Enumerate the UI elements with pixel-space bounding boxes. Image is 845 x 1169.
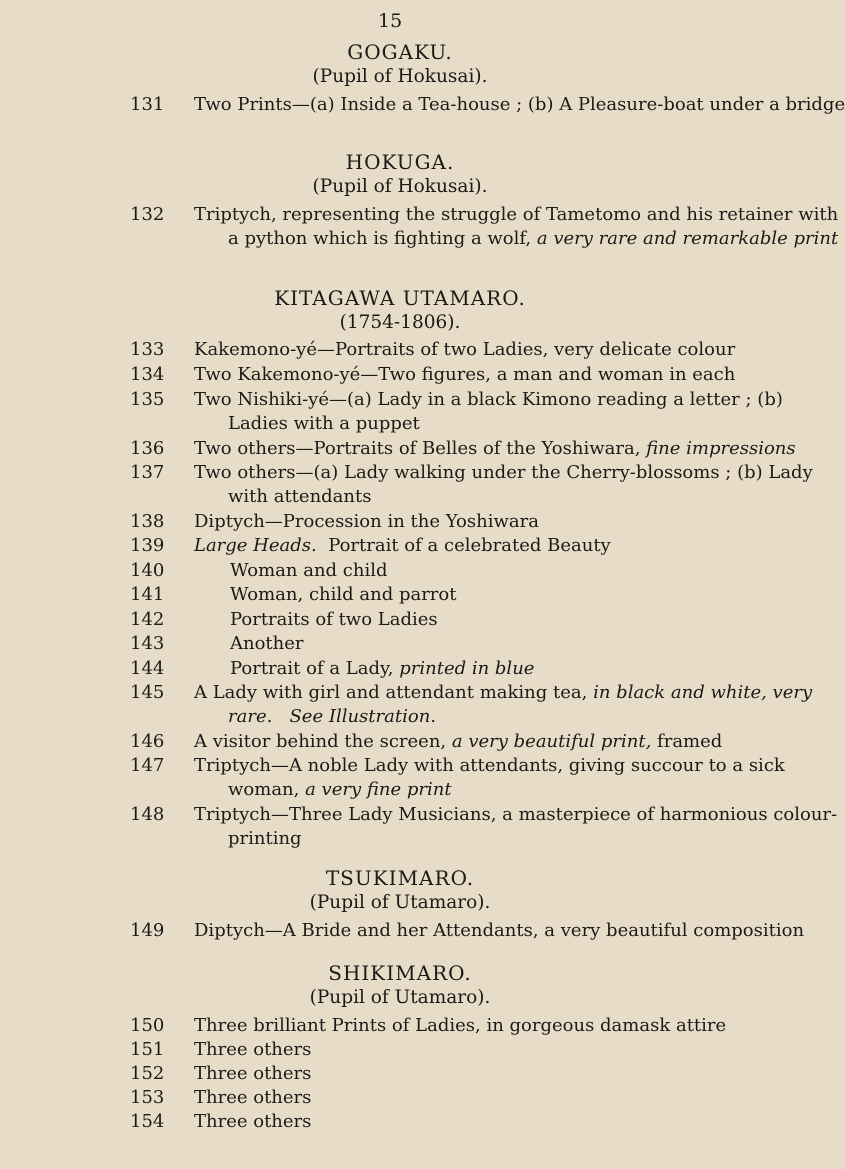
lot-continuation (0, 486, 800, 512)
lot-row (0, 1015, 800, 1041)
lot-cont-text: with attendants (228, 486, 372, 507)
lot-tail: framed (657, 731, 723, 752)
lot-text: Portraits of two Ladies (230, 609, 438, 630)
lot-number: 140 (130, 560, 165, 581)
lot-italic: fine impressions (646, 438, 796, 459)
lot-row (0, 339, 800, 365)
section-sub-utamaro: (1754-1806). (339, 312, 461, 333)
lot-number: 136 (130, 438, 165, 459)
lot-italic-lead: Large Heads. (194, 535, 317, 556)
lot-text: Portrait of a Lady, (230, 658, 394, 679)
lot-row (0, 682, 813, 708)
lot-row (0, 755, 800, 781)
lot-number: 143 (130, 633, 165, 654)
lot-number: 152 (130, 1063, 165, 1084)
lot-cont-italic: rare. See Illustration. (228, 706, 437, 727)
section-heading-gogaku: GOGAKU. (347, 40, 453, 64)
lot-row (0, 462, 813, 488)
lot-italic: in black and white, very (593, 682, 813, 703)
section-sub-tsukimaro: (Pupil of Utamaro). (309, 892, 491, 913)
lot-row (0, 535, 800, 561)
lot-row (0, 584, 800, 610)
lot-text: Portrait of a celebrated Beauty (328, 535, 611, 556)
lot-number: 144 (130, 658, 165, 679)
lot-row (0, 511, 800, 537)
lot-row (0, 920, 805, 946)
section-heading-hokuga: HOKUGA. (345, 150, 455, 174)
lot-text: Three brilliant Prints of Ladies, in gorgeous damask attire (194, 1015, 727, 1036)
lot-number: 142 (130, 609, 165, 630)
lot-number: 138 (130, 511, 165, 532)
lot-number: 132 (130, 204, 165, 225)
lot-cont (228, 228, 838, 249)
lot-continuation (0, 228, 839, 254)
section-sub-shikimaro: (Pupil of Utamaro). (309, 987, 491, 1008)
lot-text: Two Nishiki-yé—(a) Lady in a black Kimono reading a letter ; (b) (194, 389, 783, 410)
lot-row (0, 1039, 800, 1065)
lot-row (0, 389, 800, 415)
lot-continuation (0, 413, 800, 439)
lot-number: 137 (130, 462, 165, 483)
section-sub-hokuga: (Pupil of Hokusai). (312, 176, 488, 197)
lot-text: Two others—(a) Lady walking under the Cherry-blossoms ; (b) Lady (194, 462, 813, 483)
lot-cont-text: a python which is fighting a wolf, (228, 228, 532, 249)
lot-text: Woman and child (230, 560, 388, 581)
lot-text: Diptych—Procession in the Yoshiwara (194, 511, 539, 532)
lot-number: 150 (130, 1015, 165, 1036)
lot-number: 146 (130, 731, 165, 752)
lot-cont-text: printing (228, 828, 302, 849)
lot-text: Three others (194, 1063, 312, 1084)
lot-number: 134 (130, 364, 165, 385)
lot-number: 135 (130, 389, 165, 410)
lot-number: 131 (130, 94, 165, 115)
section-sub-gogaku: (Pupil of Hokusai). (312, 66, 488, 87)
lot-italic: a very beautiful print, (451, 731, 652, 752)
lot-text: A visitor behind the screen, (194, 731, 447, 752)
lot-row (0, 94, 845, 120)
lot-text: Woman, child and parrot (230, 584, 457, 605)
lot-number: 151 (130, 1039, 165, 1060)
lot-number: 145 (130, 682, 165, 703)
lot-italic: printed in blue (399, 658, 535, 679)
lot-text: Three others (194, 1087, 312, 1108)
section-heading-utamaro: KITAGAWA UTAMARO. (274, 286, 526, 310)
lot-row (0, 633, 800, 659)
lot-text: Triptych—A noble Lady with attendants, giving succour to a sick (194, 755, 785, 776)
section-heading-shikimaro: SHIKIMARO. (328, 961, 472, 985)
lot-text: Diptych—A Bride and her Attendants, a very beautiful composition (194, 920, 805, 941)
lot-cont-italic: a very fine print (305, 779, 452, 800)
lot-continuation (0, 828, 800, 854)
lot-number: 133 (130, 339, 165, 360)
lot-row (0, 1063, 800, 1089)
lot-row (0, 560, 800, 586)
lot-number: 147 (130, 755, 165, 776)
lot-number: 154 (130, 1111, 165, 1132)
lot-cont-text: woman, (228, 779, 300, 800)
lot-continuation (0, 779, 800, 805)
lot-text: Two Kakemono-yé—Two figures, a man and woman in each (194, 364, 736, 385)
lot-number: 139 (130, 535, 165, 556)
section-heading-tsukimaro: TSUKIMARO. (325, 866, 475, 890)
lot-text: Three others (194, 1039, 312, 1060)
lot-text: Kakemono-yé—Portraits of two Ladies, very delicate colour (194, 339, 736, 360)
lot-number: 141 (130, 584, 165, 605)
lot-number: 153 (130, 1087, 165, 1108)
lot-text: Two Prints—(a) Inside a Tea-house ; (b) A Pleasure-boat under a bridge (194, 94, 845, 115)
page-number: 15 (378, 10, 403, 32)
lot-text: Two others—Portraits of Belles of the Yoshiwara, (194, 438, 641, 459)
lot-row (0, 658, 800, 684)
lot-text: A Lady with girl and attendant making tea, (194, 682, 588, 703)
lot-row (0, 609, 800, 635)
lot-row (0, 438, 800, 464)
lot-text: Another (230, 633, 304, 654)
lot-number: 148 (130, 804, 165, 825)
lot-text: Triptych, representing the struggle of Tametomo and his retainer with (194, 204, 839, 225)
lot-row (0, 1111, 800, 1137)
lot-row (0, 731, 800, 757)
lot-number: 149 (130, 920, 165, 941)
lot-text: Triptych—Three Lady Musicians, a masterpiece of harmonious colour- (194, 804, 838, 825)
lot-row (0, 804, 838, 830)
lot-continuation (0, 706, 800, 732)
lot-row (0, 204, 839, 230)
lot-cont-italic: a very rare and remarkable print (536, 228, 839, 249)
lot-row (0, 1087, 800, 1113)
lot-row (0, 364, 800, 390)
lot-cont-text: Ladies with a puppet (228, 413, 420, 434)
lot-text: Three others (194, 1111, 312, 1132)
